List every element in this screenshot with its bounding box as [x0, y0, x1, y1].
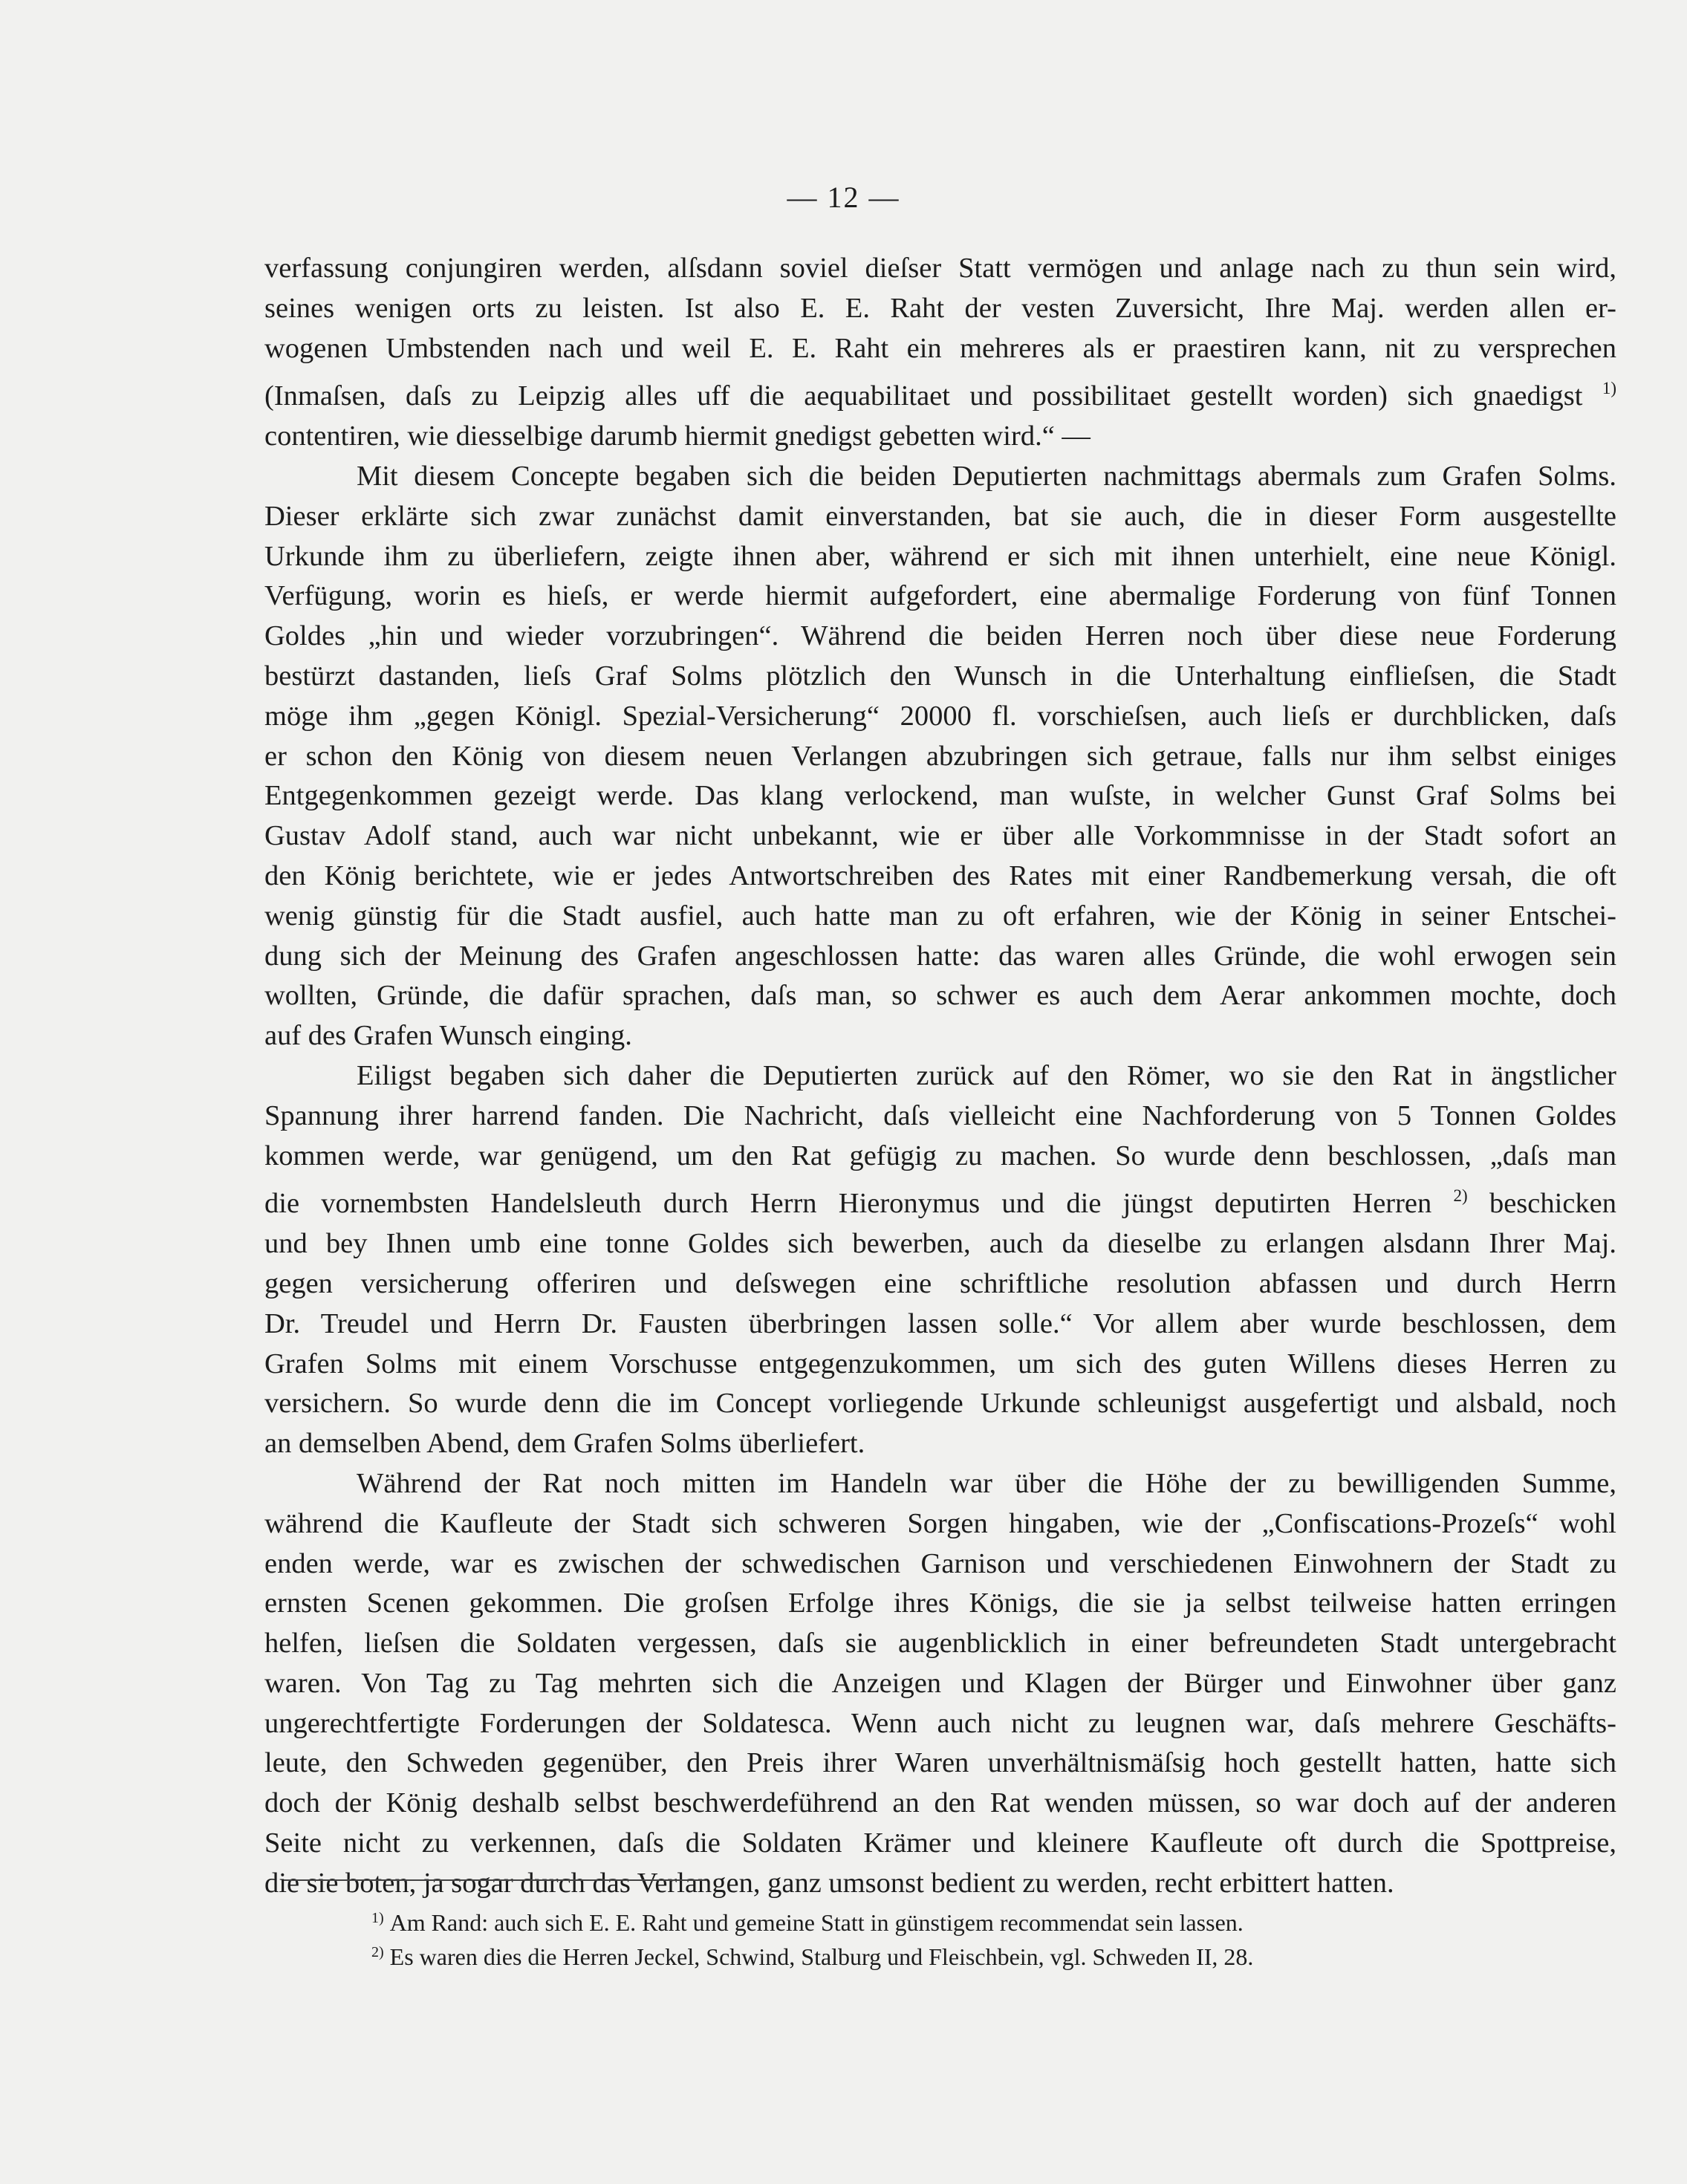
text-line: möge ihm „gegen Königl. Spezial-Versicherung“ 20000 fl. vorschieſsen, auch lieſs er durchblicken, daſs [264, 700, 1616, 732]
text-line: doch der König deshalb selbst beschwerdeführend an den Rat wenden müssen, so war doch auf der anderen [264, 1787, 1616, 1819]
paragraph-2 [264, 457, 1616, 1056]
footnote-mark: 1) [371, 1910, 384, 1926]
text-line: Mit diesem Concepte begaben sich die beiden Deputierten nachmittags abermals zum Grafen Solms. [357, 460, 1616, 492]
text-line-tail: beschicken [1489, 1188, 1617, 1220]
text-line: verfassung conjungiren werden, alſsdann soviel dieſser Statt vermögen und anlage nach zu thun sein wird, [264, 253, 1616, 284]
text-line: bestürzt dastanden, lieſs Graf Solms plötzlich den Wunsch in die Unterhaltung einflieſsen, die Stadt [264, 660, 1616, 692]
paragraph-1 [264, 249, 1616, 457]
text-line: Verfügung, worin es hieſs, er werde hiermit aufgefordert, eine abermalige Forderung von fünf Tonnen [264, 580, 1616, 612]
text-line: Eiligst begaben sich daher die Deputierten zurück auf den Römer, wo sie den Rat in ängstlicher [357, 1059, 1616, 1091]
footnote-mark: 2) [371, 1944, 384, 1960]
text-line: enden werde, war es zwischen der schwedischen Garnison und verschiedenen Einwohnern der Stadt zu [264, 1547, 1616, 1579]
text-line: Gustav Adolf stand, auch war nicht unbekannt, wie er über alle Vorkommnisse in der Stadt sofort an [264, 820, 1616, 852]
text-line: wogenen Umbstenden nach und weil E. E. Raht ein mehreres als er praestiren kann, nit zu versprechen [264, 332, 1616, 364]
text-line: Dieser erklärte sich zwar zunächst damit einverstanden, bat sie auch, die in dieser Form ausgestellte [264, 500, 1616, 532]
footnote-reference-2: 2) [1453, 1186, 1468, 1206]
text-line: wenig günstig für die Stadt ausfiel, auch hatte man zu oft erfahren, wie der König in seiner Entschei- [264, 900, 1616, 932]
footnote-text: Es waren dies die Herren Jeckel, Schwind, Stalburg und Fleischbein, vgl. Schweden II, 28. [389, 1943, 1254, 1970]
footnotes [371, 1903, 1575, 1972]
text-line: Seite nicht zu verkennen, daſs die Soldaten Krämer und kleinere Kaufleute oft durch die Spottpreise, [264, 1827, 1616, 1859]
text-line: versichern. So wurde denn die im Concept vorliegende Urkunde schleunigst ausgefertigt und alsbald, noch [264, 1388, 1616, 1420]
text-line: kommen werde, war genügend, um den Rat gefügig zu machen. So wurde denn beschlossen, „daſs man [264, 1140, 1616, 1171]
paragraph-3 [264, 1056, 1616, 1464]
footnote-1 [371, 1903, 1575, 1937]
text-line: ernsten Scenen gekommen. Die groſsen Erfolge ihres Königs, die sie ja selbst teilweise hatten erringen [264, 1587, 1616, 1619]
text-line [264, 368, 1616, 417]
footnote-text: Am Rand: auch sich E. E. Raht und gemeine Statt in günstigem recommendat sein lassen. [389, 1909, 1244, 1936]
text-line: dung sich der Meinung des Grafen angeschlossen hatte: das waren alles Gründe, die wohl erwogen sein [264, 940, 1616, 972]
footnote-reference-1: 1) [1602, 379, 1617, 398]
text-line: Goldes „hin und wieder vorzubringen“. Während die beiden Herren noch über diese neue Forderung [264, 620, 1616, 652]
text-line: den König berichtete, wie er jedes Antwortschreiben des Rates mit einer Randbemerkung versah, die oft [264, 859, 1616, 891]
text-line: contentiren, wie diesselbige darumb hiermit gnedigst gebetten wird.“ — [264, 420, 1090, 452]
text-line: an demselben Abend, dem Grafen Solms überliefert. [264, 1428, 865, 1460]
text-line-content: die vornembsten Handelsleuth durch Herrn Hieronymus und die jüngst deputirten Herren [264, 1188, 1432, 1220]
text-line: Grafen Solms mit einem Vorschusse entgegenzukommen, um sich des guten Willens dieses Herren zu [264, 1348, 1616, 1379]
text-line: seines wenigen orts zu leisten. Ist also E. E. Raht der vesten Zuversicht, Ihre Maj. werden allen er- [264, 292, 1616, 324]
text-line: waren. Von Tag zu Tag mehrten sich die Anzeigen und Klagen der Bürger und Einwohner über ganz [264, 1667, 1616, 1699]
text-line: wollten, Gründe, die dafür sprachen, daſs man, so schwer es auch dem Aerar ankommen mochte, doch [264, 980, 1616, 1012]
text-line: helfen, lieſsen die Soldaten vergessen, daſs sie augenblicklich in einer befreundeten Stadt untergebracht [264, 1628, 1616, 1660]
text-line: er schon den König von diesem neuen Verlangen abzubringen sich getraue, falls nur ihm selbst einiges [264, 740, 1616, 772]
text-line: ungerechtfertigte Forderungen der Soldatesca. Wenn auch nicht zu leugnen war, daſs mehrere Geschäfts- [264, 1707, 1616, 1739]
text-line [264, 1176, 1616, 1224]
text-line: gegen versicherung offeriren und deſswegen eine schriftliche resolution abfassen und durch Herrn [264, 1267, 1616, 1299]
text-line: auf des Grafen Wunsch einging. [264, 1020, 632, 1052]
text-line: während die Kaufleute der Stadt sich schweren Sorgen hingaben, wie der „Confiscations-Prozeſs“ wohl [264, 1507, 1616, 1539]
footnote-2 [371, 1937, 1575, 1972]
text-line: Dr. Treudel und Herrn Dr. Fausten überbringen lassen solle.“ Vor allem aber wurde beschlossen, dem [264, 1307, 1616, 1339]
text-line: Entgegenkommen gezeigt werde. Das klang verlockend, man wuſste, in welcher Gunst Graf Solms bei [264, 780, 1616, 812]
paragraph-4 [264, 1464, 1616, 1904]
text-line: leute, den Schweden gegenüber, den Preis ihrer Waren unverhältnismäſsig hoch gestellt hatten, hatte sich [264, 1747, 1616, 1779]
body-text [264, 249, 1616, 1904]
text-line: die sie boten, ja sogar durch das Verlangen, ganz umsonst bedient zu werden, recht erbittert hatten. [264, 1867, 1394, 1899]
text-line: und bey Ihnen umb eine tonne Goldes sich bewerben, auch da dieselbe zu erlangen alsdann Ihrer Maj. [264, 1228, 1616, 1260]
page-number: — 12 — [787, 181, 900, 214]
text-line: Spannung ihrer harrend fanden. Die Nachricht, daſs vielleicht eine Nachforderung von 5 Tonnen Goldes [264, 1099, 1616, 1131]
text-line-content: (Inmaſsen, daſs zu Leipzig alles uff die aequabilitaet und possibilitaet gestellt worden) sich gnaedigst [264, 380, 1583, 412]
text-line: Während der Rat noch mitten im Handeln war über die Höhe der zu bewilligenden Summe, [357, 1467, 1616, 1499]
footnote-divider [284, 1879, 707, 1881]
text-line: Urkunde ihm zu überliefern, zeigte ihnen aber, während er sich mit ihnen unterhielt, eine neue Königl. [264, 540, 1616, 572]
